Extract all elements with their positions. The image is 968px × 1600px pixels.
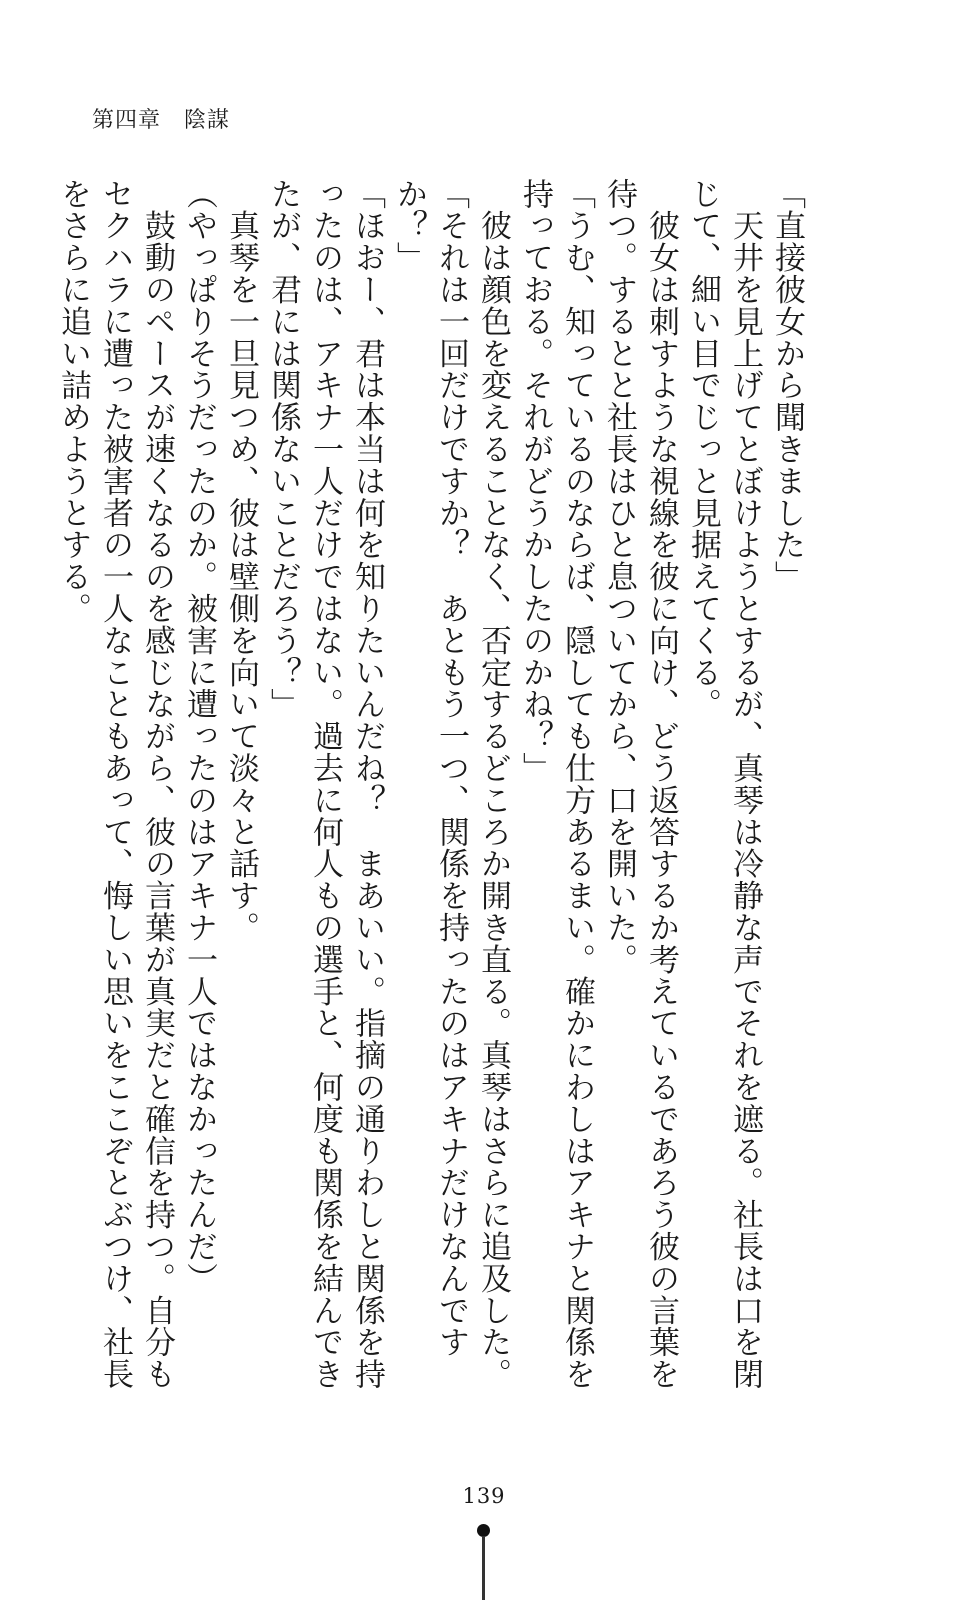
paragraph: 天井を見上げてとぼけようとするが、真琴は冷静な声でそれを遮る。社長は口を閉じて、細い目でじっと見据えてくる。 (685, 178, 763, 1391)
paragraph: 「ほおー、君は本当は何を知りたいんだね？ まあいい。指摘の通りわしと関係を持ったのは、アキナ一人だけではない。過去に何人もの選手と、何度も関係を結んできたが、君には関係ないことだろう？」 (265, 178, 385, 1391)
running-head-chapter-title: 第四章 陰謀 (92, 108, 231, 133)
body-text (55, 178, 808, 1408)
paragraph: 鼓動のペースが速くなるのを感じながら、彼の言葉が真実だと確信を持つ。自分もセクハラに遭った被害者の一人なこともあって、悔しい思いをここぞとぶつけ、社長をさらに追い詰めようとする。 (55, 178, 175, 1391)
paragraph: 「うむ、知っているのならば、隠しても仕方あるまい。確かにわしはアキナと関係を持っておる。それがどうかしたのかね？」 (517, 178, 595, 1391)
paragraph: 真琴を一旦見つめ、彼は壁側を向いて淡々と話す。 (223, 178, 259, 944)
paragraph: 「直接彼女から聞きました」 (769, 178, 805, 593)
paragraph: 彼は顔色を変えることなく、否定するどころか開き直る。真琴はさらに追及した。 (475, 178, 511, 1391)
paragraph: （やっぱりそうだったのか。被害に遭ったのはアキナ一人ではなかったんだ） (181, 178, 217, 1295)
paragraph: 「それは一回だけですか？ あともう一つ、関係を持ったのはアキナだけなんですか？」 (391, 178, 469, 1359)
paragraph: 彼女は刺すような視線を彼に向け、どう返答するか考えているであろう彼の言葉を待つ。するとと社長はひと息ついてから、口を開いた。 (601, 178, 679, 1391)
page-marker-line (482, 1536, 485, 1600)
page-number: 139 (462, 1484, 506, 1508)
